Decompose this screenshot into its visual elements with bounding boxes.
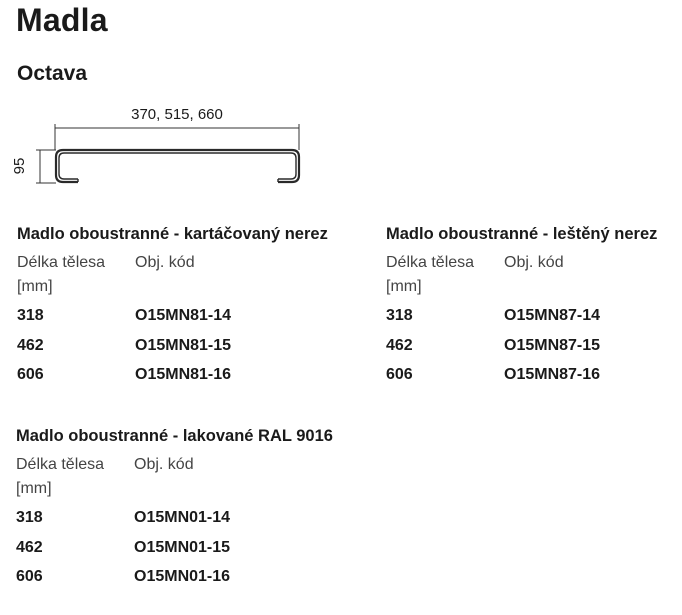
- table-header: [386, 251, 676, 299]
- row-code: O15MN81-16: [135, 366, 232, 383]
- row-length: 318: [16, 509, 43, 526]
- height-dimension-label: 95: [11, 157, 28, 175]
- table-row: [17, 331, 347, 361]
- header-length: Délka tělesa [mm]: [386, 254, 475, 295]
- handle-profile-outer: [56, 150, 299, 182]
- row-code: O15MN81-14: [135, 307, 232, 324]
- table-row: [17, 301, 347, 331]
- table-title: Madlo oboustranné - leštěný nerez: [386, 225, 658, 243]
- row-code: O15MN87-14: [504, 307, 601, 324]
- header-length: Délka tělesa [mm]: [16, 456, 105, 497]
- product-name: Octava: [17, 62, 88, 85]
- row-length: 606: [386, 366, 413, 383]
- table-row: [16, 503, 346, 533]
- row-code: O15MN81-15: [135, 336, 232, 354]
- width-dimension-label: 370, 515, 660: [131, 106, 223, 123]
- table-painted-ral: [16, 425, 346, 592]
- header-code: Obj. kód: [504, 254, 564, 271]
- header-code: Obj. kód: [134, 456, 194, 473]
- table-row: [17, 360, 347, 390]
- table-row: [386, 360, 676, 390]
- row-length: 462: [16, 538, 43, 556]
- table-polished-steel: [386, 223, 676, 390]
- header-code: Obj. kód: [135, 254, 195, 271]
- row-code: O15MN01-15: [134, 538, 231, 556]
- row-code: O15MN01-14: [134, 509, 231, 526]
- handle-dimension-diagram: [10, 100, 310, 195]
- table-title: Madlo oboustranné - lakované RAL 9016: [16, 427, 333, 445]
- table-row: [16, 533, 346, 563]
- table-brushed-steel: [17, 223, 347, 390]
- row-length: 462: [386, 336, 413, 354]
- table-row: [386, 301, 676, 331]
- row-code: O15MN01-16: [134, 568, 231, 585]
- row-length: 606: [17, 366, 44, 383]
- row-length: 462: [17, 336, 44, 354]
- page-title: Madla: [16, 2, 108, 38]
- row-length: 606: [16, 568, 43, 585]
- table-header: [16, 453, 346, 501]
- handle-profile-inner: [59, 153, 296, 179]
- row-code: O15MN87-16: [504, 366, 601, 383]
- header-length: Délka tělesa [mm]: [17, 254, 106, 295]
- row-length: 318: [17, 307, 44, 324]
- table-header: [17, 251, 347, 299]
- row-length: 318: [386, 307, 413, 324]
- table-row: [16, 562, 346, 592]
- row-code: O15MN87-15: [504, 336, 601, 354]
- table-title: Madlo oboustranné - kartáčovaný nerez: [17, 225, 328, 243]
- table-row: [386, 331, 676, 361]
